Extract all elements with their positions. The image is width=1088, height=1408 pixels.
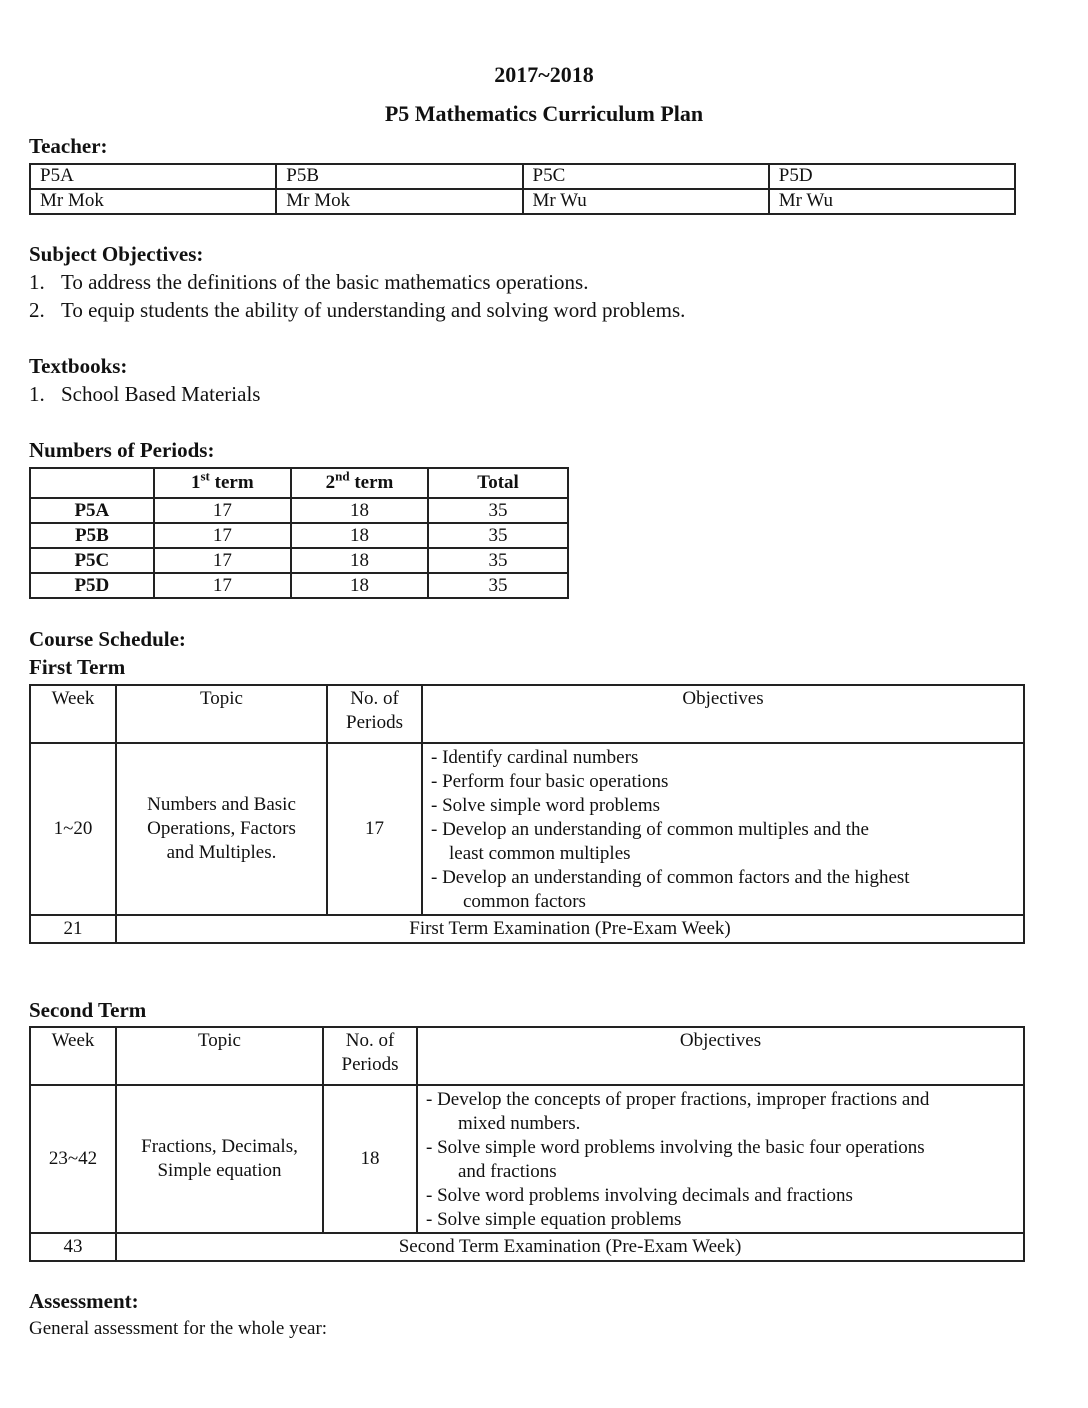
objectives-header: Objectives xyxy=(417,1027,1024,1085)
objective-continuation: common factors xyxy=(463,891,586,912)
second-term-value: 18 xyxy=(291,573,428,598)
periods-header: No. of Periods xyxy=(323,1027,417,1085)
second-term-value: 18 xyxy=(291,498,428,523)
periods-row xyxy=(30,573,568,598)
second-term-value: 18 xyxy=(291,548,428,573)
objective-text: To address the definitions of the basic mathematics operations. xyxy=(61,270,589,294)
objective-number: 1. xyxy=(29,270,45,294)
teacher-cell: Mr Mok xyxy=(30,189,276,214)
week-header: Week xyxy=(30,1027,116,1085)
objective-line: - Solve word problems involving decimals and fractions xyxy=(426,1185,853,1206)
exam-row xyxy=(30,915,1024,943)
topic-header: Topic xyxy=(116,685,327,743)
objective-line: - Solve simple word problems involving the basic four operations xyxy=(426,1137,925,1158)
objective-line: - Develop the concepts of proper fractions, improper fractions and xyxy=(426,1089,930,1110)
topic-cell: Fractions, Decimals, Simple equation xyxy=(116,1085,323,1233)
class-label: P5A xyxy=(30,498,154,523)
textbook-number: 1. xyxy=(29,382,45,406)
class-cell: P5A xyxy=(30,164,276,189)
objective-line: - Identify cardinal numbers xyxy=(431,747,639,768)
first-term-heading: First Term xyxy=(29,655,126,679)
class-label: P5C xyxy=(30,548,154,573)
teacher-table xyxy=(29,163,1016,215)
first-term-value: 17 xyxy=(154,573,291,598)
first-term-value: 17 xyxy=(154,548,291,573)
topic-cell: Numbers and Basic Operations, Factors and Multiples. xyxy=(116,743,327,915)
schedule-row xyxy=(30,1085,1024,1233)
exam-week-cell: 21 xyxy=(30,915,116,943)
assessment-heading: Assessment: xyxy=(29,1289,139,1313)
objective-line: - Solve simple equation problems xyxy=(426,1209,682,1230)
empty-header-cell xyxy=(30,468,154,498)
objective-number: 2. xyxy=(29,298,45,322)
exam-cell: Second Term Examination (Pre-Exam Week) xyxy=(116,1233,1024,1261)
topic-header: Topic xyxy=(116,1027,323,1085)
periods-row xyxy=(30,498,568,523)
total-value: 35 xyxy=(428,548,568,573)
teacher-cell: Mr Mok xyxy=(276,189,522,214)
textbook-item xyxy=(29,382,260,407)
exam-week-cell: 43 xyxy=(30,1233,116,1261)
total-value: 35 xyxy=(428,523,568,548)
class-label: P5B xyxy=(30,523,154,548)
first-term-header: 1st term xyxy=(154,468,291,498)
textbooks-heading: Textbooks: xyxy=(29,354,128,378)
second-term-table xyxy=(29,1026,1025,1262)
periods-row xyxy=(30,523,568,548)
second-term-header: 2nd term xyxy=(291,468,428,498)
teacher-name-row xyxy=(30,189,1015,214)
first-term-table xyxy=(29,684,1025,944)
total-value: 35 xyxy=(428,573,568,598)
teacher-cell: Mr Wu xyxy=(523,189,769,214)
assessment-text: General assessment for the whole year: xyxy=(29,1318,328,1339)
objectives-cell xyxy=(422,743,1024,915)
periods-row xyxy=(30,548,568,573)
objective-continuation: mixed numbers. xyxy=(458,1113,581,1134)
teacher-cell: Mr Wu xyxy=(769,189,1015,214)
periods-cell: 18 xyxy=(323,1085,417,1233)
first-term-value: 17 xyxy=(154,498,291,523)
total-value: 35 xyxy=(428,498,568,523)
teacher-class-row xyxy=(30,164,1015,189)
objective-line: - Develop an understanding of common multiples and the xyxy=(431,819,869,840)
objective-item xyxy=(29,298,685,323)
objective-item xyxy=(29,270,588,295)
exam-row xyxy=(30,1233,1024,1261)
periods-cell: 17 xyxy=(327,743,422,915)
objective-text: To equip students the ability of understanding and solving word problems. xyxy=(61,298,686,322)
class-label: P5D xyxy=(30,573,154,598)
total-header: Total xyxy=(428,468,568,498)
week-cell: 23~42 xyxy=(30,1085,116,1233)
schedule-header-row xyxy=(30,1027,1024,1085)
objectives-header: Objectives xyxy=(422,685,1024,743)
class-cell: P5B xyxy=(276,164,522,189)
document-title: P5 Mathematics Curriculum Plan xyxy=(384,101,704,126)
objectives-heading: Subject Objectives: xyxy=(29,242,204,266)
objectives-cell xyxy=(417,1085,1024,1233)
document-year: 2017~2018 xyxy=(494,62,594,87)
objective-continuation: and fractions xyxy=(458,1161,557,1182)
teacher-heading: Teacher: xyxy=(29,134,108,158)
week-cell: 1~20 xyxy=(30,743,116,915)
periods-heading: Numbers of Periods: xyxy=(29,438,215,462)
schedule-header-row xyxy=(30,685,1024,743)
periods-header-row xyxy=(30,468,568,498)
exam-cell: First Term Examination (Pre-Exam Week) xyxy=(116,915,1024,943)
objective-continuation: least common multiples xyxy=(449,843,631,864)
schedule-heading: Course Schedule: xyxy=(29,627,186,651)
objective-line: - Develop an understanding of common factors and the highest xyxy=(431,867,910,888)
objective-line: - Perform four basic operations xyxy=(431,771,669,792)
textbook-text: School Based Materials xyxy=(61,382,261,406)
week-header: Week xyxy=(30,685,116,743)
periods-table xyxy=(29,467,569,599)
second-term-value: 18 xyxy=(291,523,428,548)
schedule-row xyxy=(30,743,1024,915)
periods-header: No. of Periods xyxy=(327,685,422,743)
class-cell: P5D xyxy=(769,164,1015,189)
class-cell: P5C xyxy=(523,164,769,189)
objective-line: - Solve simple word problems xyxy=(431,795,661,816)
first-term-value: 17 xyxy=(154,523,291,548)
second-term-heading: Second Term xyxy=(29,998,147,1022)
